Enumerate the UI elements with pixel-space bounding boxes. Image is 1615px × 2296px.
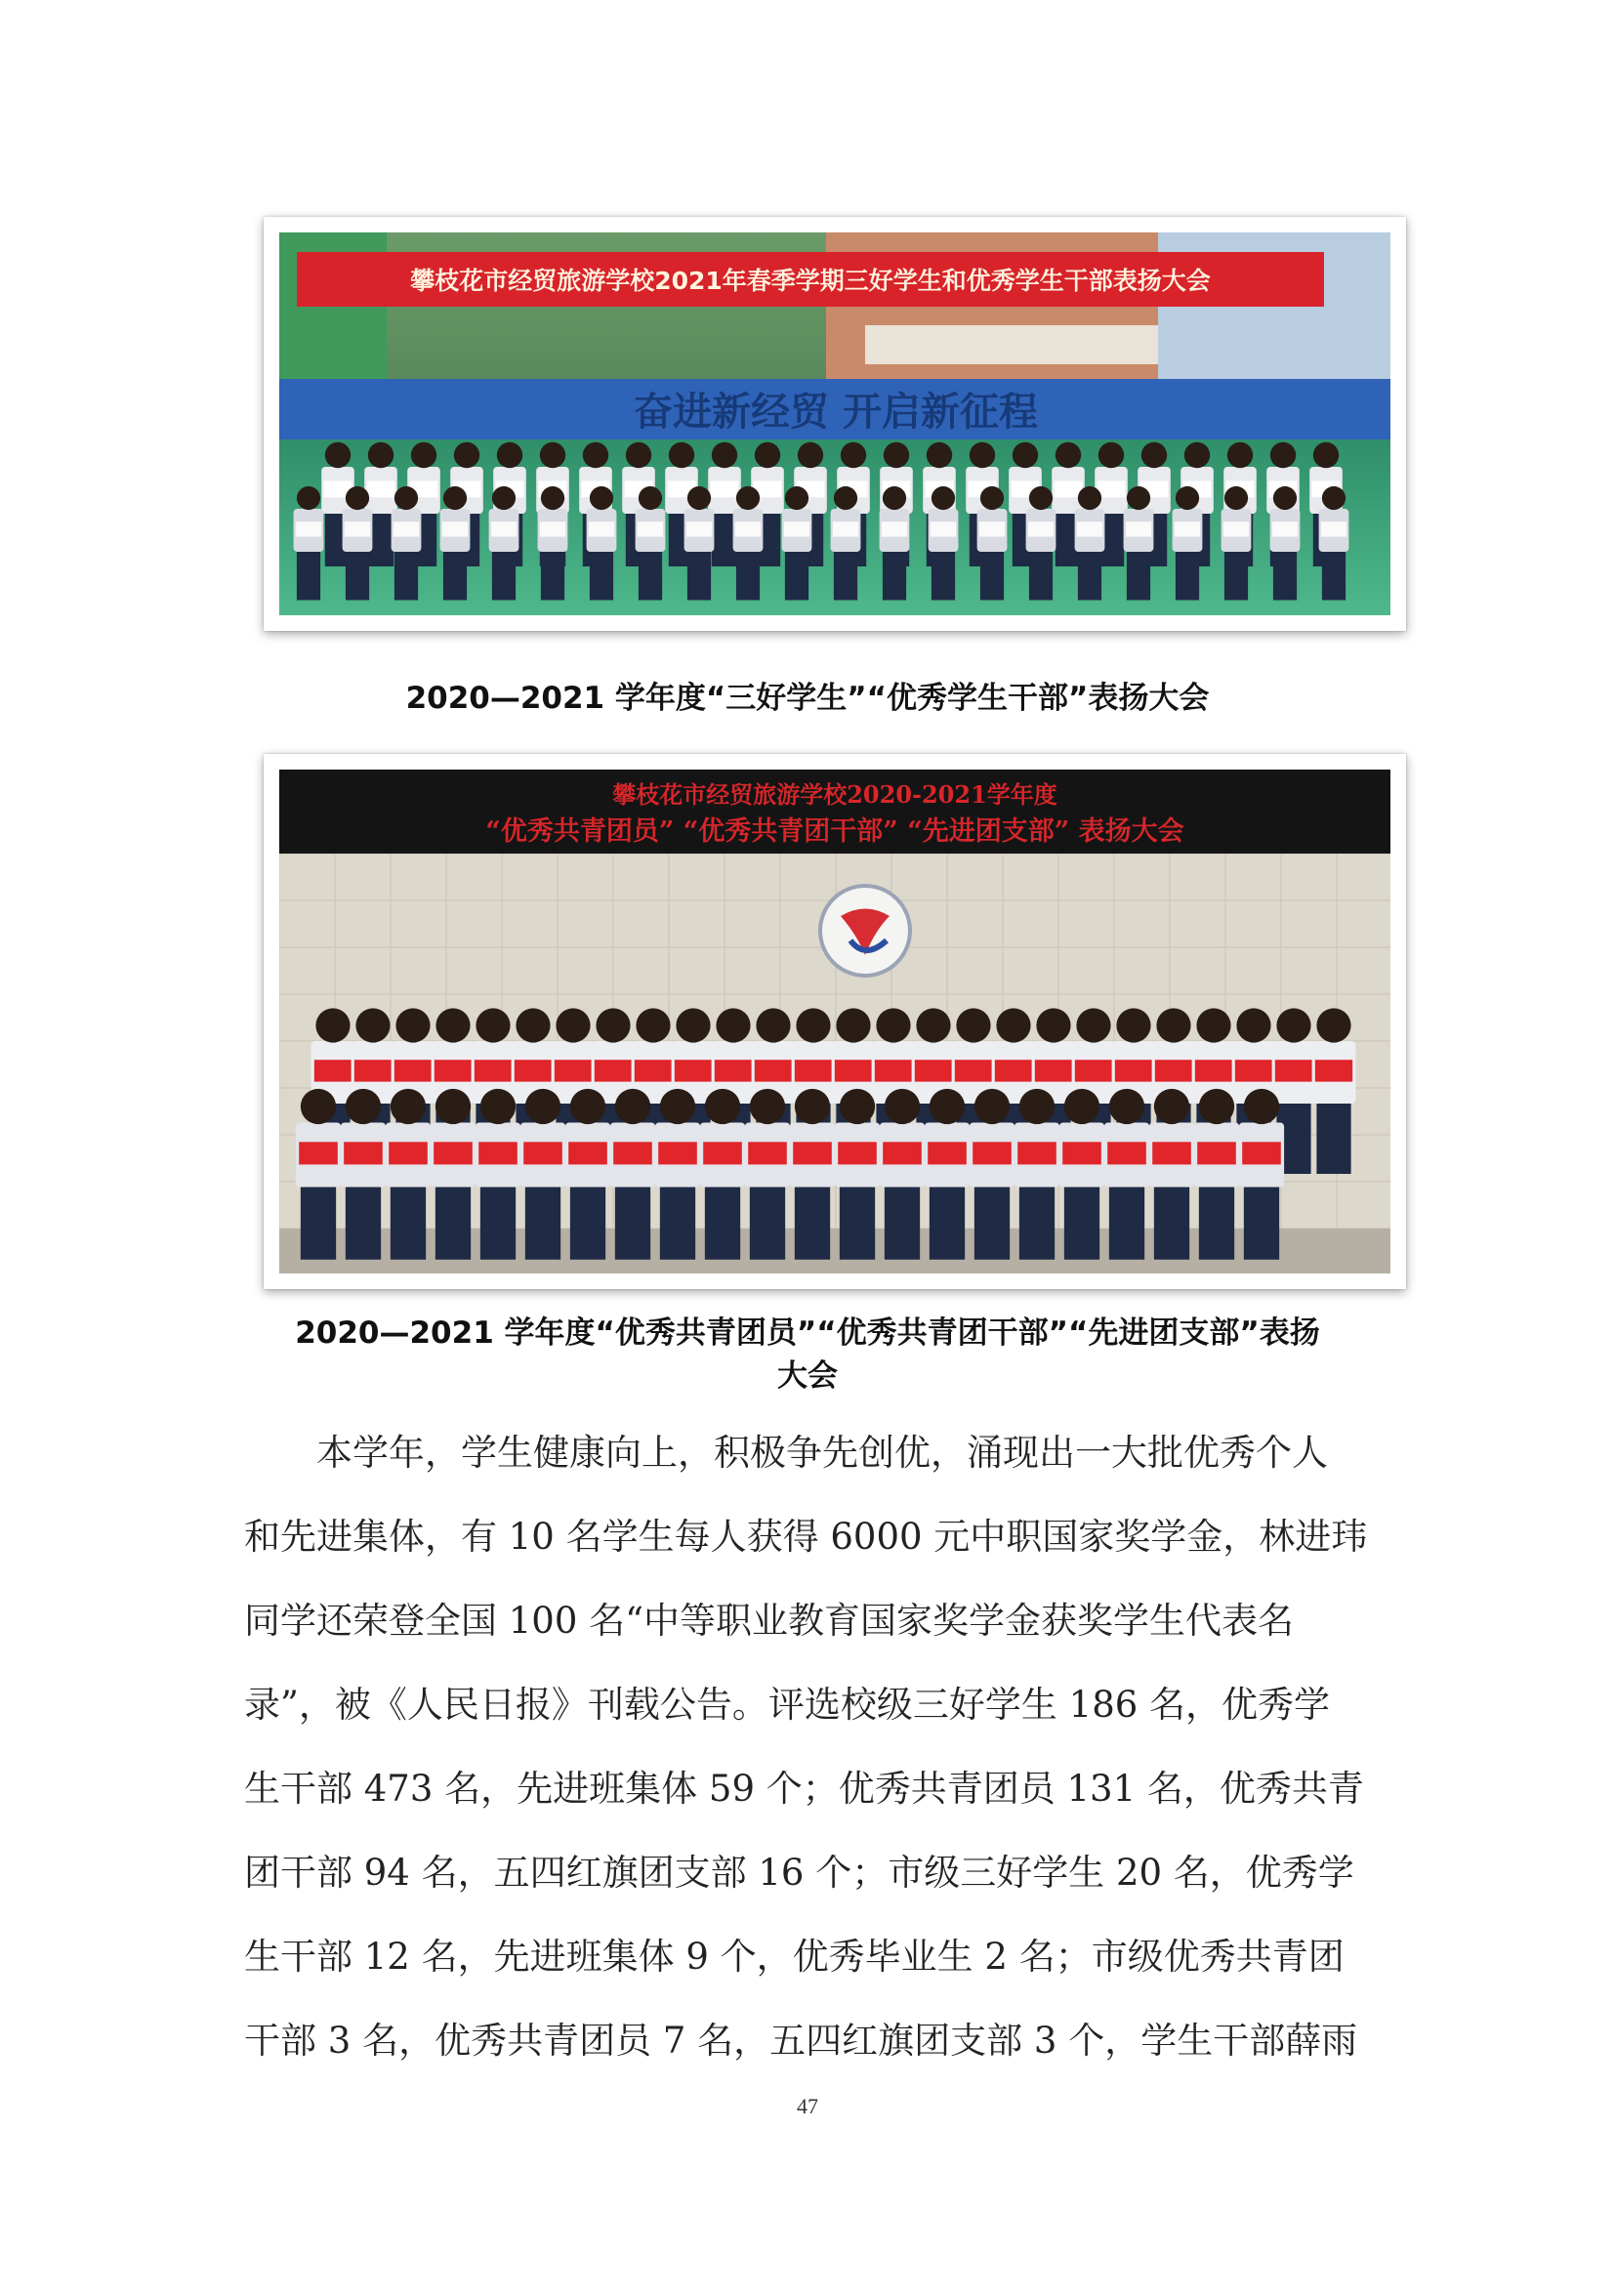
- student-figure: [655, 1089, 700, 1260]
- student-figure: [970, 1089, 1015, 1260]
- student-figure: [929, 486, 959, 601]
- caption-1: 2020—2021 学年度“三好学生”“优秀学生干部”表扬大会: [405, 681, 1210, 716]
- student-figure: [343, 486, 373, 601]
- caption-2-line-2: 大会: [777, 1358, 838, 1394]
- student-figure: [1026, 486, 1056, 601]
- student-figure: [1312, 1008, 1356, 1174]
- student-figure: [636, 486, 666, 601]
- student-figure: [880, 486, 910, 601]
- student-figure: [520, 1089, 565, 1260]
- student-figure: [1075, 486, 1105, 601]
- body-line: 干部 3 名，优秀共青团员 7 名，五四红旗团支部 3 个，学生干部薛雨: [244, 2020, 1358, 2062]
- student-figure: [489, 486, 519, 601]
- student-figure: [1015, 1089, 1059, 1260]
- body-line: 生干部 473 名，先进班集体 59 个；优秀共青团员 131 名，优秀共青: [244, 1768, 1364, 1810]
- student-figure: [1173, 486, 1203, 601]
- photo-2-banner-line-1: 攀枝花市经贸旅游学校2020-2021学年度: [612, 780, 1057, 809]
- body-line: 本学年，学生健康向上，积极争先创优，涌现出一大批优秀个人: [244, 1432, 1328, 1474]
- student-figure: [538, 486, 568, 601]
- student-figure: [440, 486, 471, 601]
- student-figure: [1124, 486, 1154, 601]
- student-figure: [880, 1089, 925, 1260]
- student-figure: [341, 1089, 386, 1260]
- photo-2-illustration: [279, 770, 1390, 1273]
- caption-2-line-1: 2020—2021 学年度“优秀共青团员”“优秀共青团干部”“先进团支部”表扬: [295, 1315, 1320, 1351]
- student-figure: [835, 1089, 880, 1260]
- photo-2-frame: [264, 754, 1406, 1289]
- student-figure: [1319, 486, 1349, 601]
- student-figure: [1222, 486, 1252, 601]
- student-figure: [1194, 1089, 1239, 1260]
- body-line: 生干部 12 名，先进班集体 9 个，优秀毕业生 2 名；市级优秀共青团: [244, 1936, 1345, 1978]
- student-figure: [296, 1089, 341, 1260]
- student-figure: [476, 1089, 520, 1260]
- student-figure: [1059, 1089, 1104, 1260]
- student-figure: [587, 486, 617, 601]
- student-figure: [790, 1089, 835, 1260]
- student-figure: [782, 486, 812, 601]
- student-figure: [745, 1089, 790, 1260]
- body-line: 团干部 94 名，五四红旗团支部 16 个；市级三好学生 20 名，优秀学: [244, 1852, 1354, 1894]
- award-ceremony-photo-2: [279, 770, 1390, 1273]
- school-emblem: [820, 886, 910, 976]
- student-figure: [294, 486, 324, 601]
- student-figure: [925, 1089, 970, 1260]
- student-figure: [386, 1089, 431, 1260]
- award-ceremony-photo-1: [279, 232, 1390, 615]
- body-line: 同学还荣登全国 100 名“中等职业教育国家奖学金获奖学生代表名: [244, 1600, 1295, 1642]
- photo-1-frame: [264, 217, 1406, 631]
- student-figure: [831, 486, 861, 601]
- body-line: 录”，被《人民日报》刊载公告。评选校级三好学生 186 名，优秀学: [244, 1684, 1331, 1726]
- student-figure: [431, 1089, 476, 1260]
- photo-2-banner-line-2: “优秀共青团员” “优秀共青团干部” “先进团支部” 表扬大会: [485, 816, 1184, 847]
- student-figure: [565, 1089, 610, 1260]
- page-number: 47: [797, 2094, 818, 2118]
- photo-1-slogan: 奋进新经贸 开启新征程: [634, 389, 1038, 435]
- student-figure: [700, 1089, 745, 1260]
- student-figure: [1239, 1089, 1284, 1260]
- student-figure: [1149, 1089, 1194, 1260]
- body-line: 和先进集体，有 10 名学生每人获得 6000 元中职国家奖学金，林进玮: [244, 1516, 1368, 1558]
- body-paragraph: [244, 1411, 1377, 2083]
- student-figure: [392, 486, 422, 601]
- student-figure: [684, 486, 715, 601]
- student-figure: [977, 486, 1008, 601]
- student-figure: [1270, 486, 1301, 601]
- student-figure: [610, 1089, 655, 1260]
- student-figure: [1104, 1089, 1149, 1260]
- photo-1-banner: 攀枝花市经贸旅游学校2021年春季学期三好学生和优秀学生干部表扬大会: [410, 267, 1211, 295]
- caption-2: [234, 1312, 1381, 1398]
- photo-1-illustration: [279, 232, 1390, 615]
- student-figure: [733, 486, 764, 601]
